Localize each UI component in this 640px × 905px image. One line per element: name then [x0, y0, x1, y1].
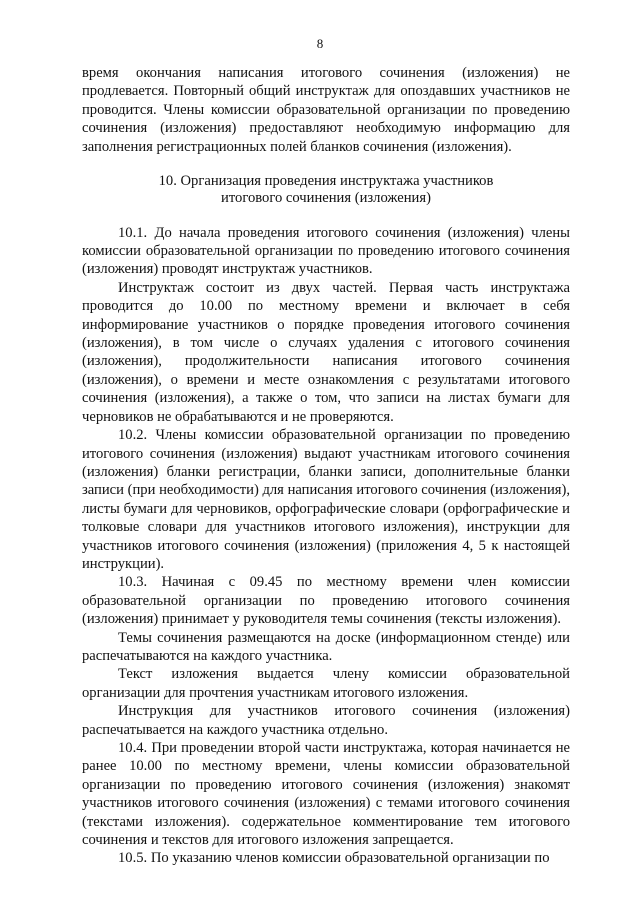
paragraph-instruction-printed: Инструкция для участников итогового сочинения (изложения) распечатывается на каждого участника отдельно.: [82, 703, 570, 738]
paragraph-briefing-parts: Инструктаж состоит из двух частей. Первая часть инструктажа проводится до 10.00 по местному времени и включает в себя информирование участников о порядке проведения итогового сочинения (изложения), в том числе о случаях удаления с итогового сочинения (изложения), продолжительности написания итогового сочинения (изложения), о времени и месте ознакомления с результатами итогового сочинения (изложения), а также о том, что записи на листах бумаги для черновиков не обрабатываются и не проверяются.: [82, 279, 570, 425]
paragraph-topics-placement: Темы сочинения размещаются на доске (информационном стенде) или распечатываются на каждого участника.: [82, 629, 570, 664]
paragraph-10-5: 10.5. По указанию членов комиссии образовательной организации по: [118, 850, 550, 867]
section-heading-line-1: 10. Организация проведения инструктажа участников: [158, 173, 494, 190]
paragraph-10-2: 10.2. Члены комиссии образовательной организации по проведению итогового сочинения (изложения) выдают участникам итогового сочинения (изложения) бланки регистрации, бланки записи, дополнительные бланки записи (при необходимости) для написания итогового сочинения (изложения), листы бумаги для черновиков, орфографические словари (орфографические и толковые словари для участников итогового изложения), инструкции для участников итогового сочинения (изложения) (приложения 4, 5 к настоящей инструкции).: [82, 427, 570, 572]
paragraph-text-issued: Текст изложения выдается члену комиссии образовательной организации для прочтения участникам итогового изложения.: [82, 666, 570, 701]
section-heading-line-2: итогового сочинения (изложения): [221, 189, 431, 206]
paragraph-10-1: 10.1. До начала проведения итогового сочинения (изложения) члены комиссии образовательной организации по проведению итогового сочинения (изложения) проводят инструктаж участников.: [82, 224, 570, 278]
page-number: 8: [316, 36, 324, 51]
paragraph-10-4: 10.4. При проведении второй части инструктажа, которая начинается не ранее 10.00 по местному времени, члены комиссии образовательной организации по проведению итогового сочинения (изложения) знакомят участников итогового сочинения (изложения) с темами итогового сочинения (текстами изложения). содержательное комментирование тем итогового сочинения и текстов для итогового изложения запрещается.: [82, 740, 570, 849]
document-body: [82, 64, 570, 868]
paragraph-10-3: 10.3. Начиная с 09.45 по местному времени член комиссии образовательной организации по проведению итогового сочинения (изложения) принимает у руководителя темы сочинения (тексты изложения).: [82, 574, 570, 628]
paragraph-continuation: время окончания написания итогового сочинения (изложения) не продлевается. Повторный общий инструктаж для опоздавших участников не проводится. Члены комиссии образовательной организации по проведению сочинения (изложения) предоставляют необходимую информацию для заполнения регистрационных полей бланков сочинения (изложения).: [82, 65, 570, 155]
section-heading: [82, 173, 570, 207]
